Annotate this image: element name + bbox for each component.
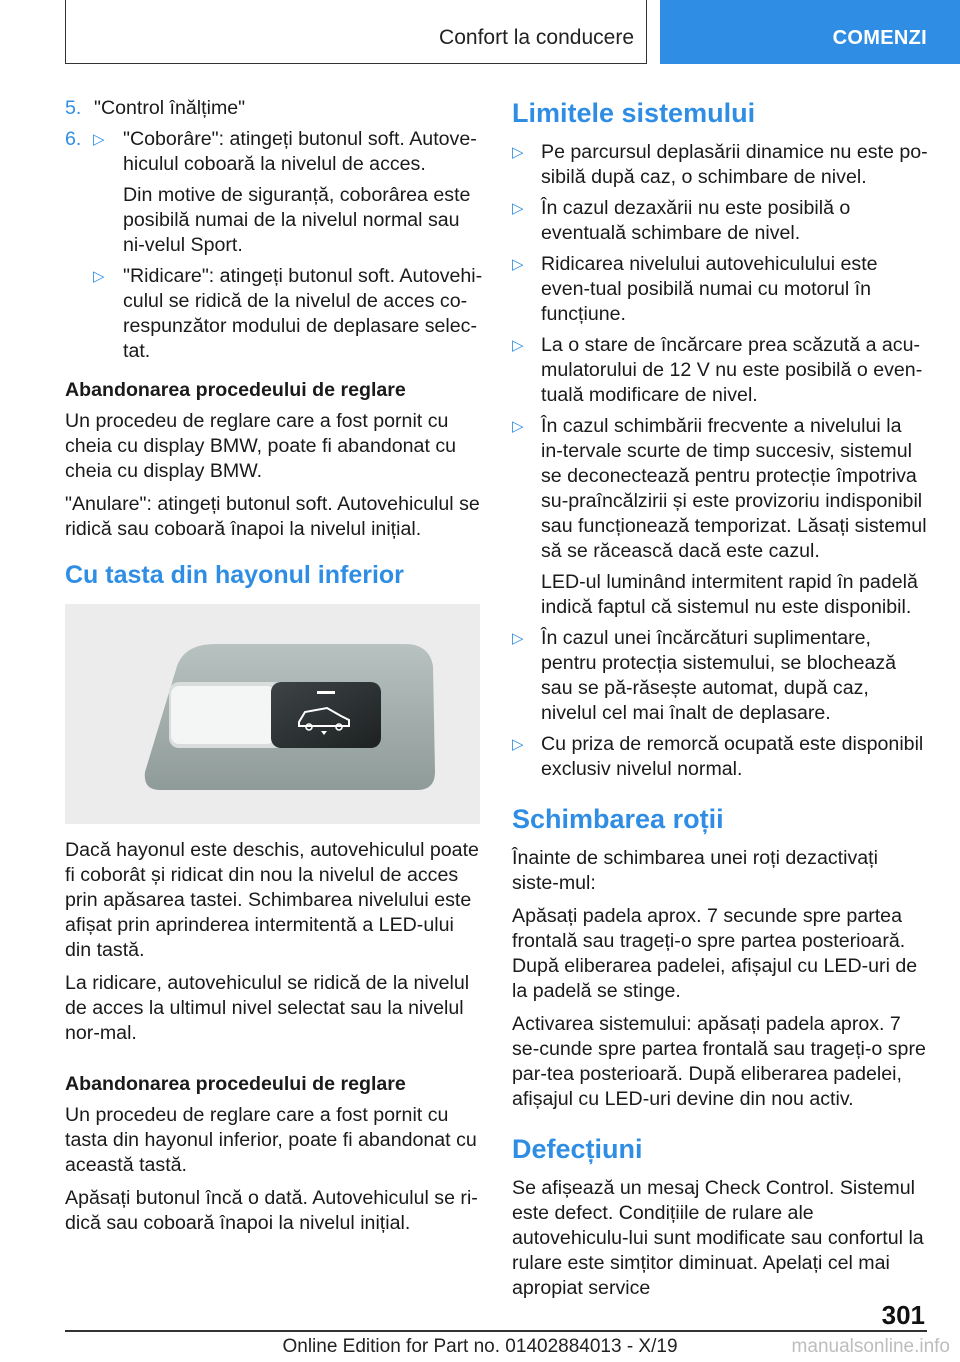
section-heading: Defecțiuni bbox=[512, 1134, 643, 1164]
list-item bbox=[512, 252, 928, 327]
paragraph: Un procedeu de reglare care a fost pornit cu cheia cu display BMW, poate fi abandonat cu cheia cu display BMW. bbox=[65, 410, 457, 482]
tailgate-button-figure bbox=[65, 604, 480, 824]
step-5 bbox=[65, 96, 483, 121]
tailgate-button-illustration bbox=[65, 604, 480, 824]
paragraph: Activarea sistemului: apăsați padela aprox. 7 se-cunde spre partea frontală sau trageți-o spre par-tea posterioară. După eliberarea padelei, afișajul cu LED-uri devine din nou activ. bbox=[512, 1013, 926, 1110]
list-item bbox=[512, 414, 928, 564]
triangle-bullet-icon: ▷ bbox=[512, 418, 524, 435]
paragraph: Se afișează un mesaj Check Control. Sistemul este defect. Condițiile de rulare ale autovehiculu-lui sunt modificate sau confortul la rulare este simțitor diminuat. Apelați cel mai apropiat service bbox=[512, 1177, 924, 1299]
paragraph: Înainte de schimbarea unei roți dezactivați siste-mul: bbox=[512, 847, 878, 894]
list-item-continuation: LED-ul luminând intermitent rapid în padelă indică faptul că sistemul nu este disponibil. bbox=[541, 571, 918, 618]
subheading: Abandonarea procedeului de reglare bbox=[65, 379, 406, 401]
subheading: Abandonarea procedeului de reglare bbox=[65, 1073, 406, 1095]
triangle-bullet-icon: ▷ bbox=[93, 131, 105, 148]
step-number: 6. bbox=[65, 128, 82, 150]
list-item-text: În cazul dezaxării nu este posibilă o eventuală schimbare de nivel. bbox=[541, 197, 851, 244]
triangle-bullet-icon: ▷ bbox=[93, 268, 105, 285]
paragraph: La ridicare, autovehiculul se ridică de la nivelul de acces la ultimul nivel selectat sau la nivelul nor-mal. bbox=[65, 972, 470, 1044]
paragraph: "Anulare": atingeți butonul soft. Autovehiculul se ridică sau coboară înapoi la nivelul inițial. bbox=[65, 493, 480, 540]
triangle-bullet-icon: ▷ bbox=[512, 256, 524, 273]
list-item-text: Ridicarea nivelului autovehiculului este even-tual posibilă numai cu motorul în funcțiune. bbox=[541, 253, 878, 325]
footer-divider bbox=[65, 1330, 927, 1332]
step-continuation: Din motive de siguranță, coborârea este posibilă numai de la nivelul normal sau ni-velul Sport. bbox=[123, 184, 471, 256]
right-column bbox=[512, 96, 928, 1309]
chapter-tab[interactable] bbox=[660, 0, 960, 64]
step-6 bbox=[65, 127, 483, 177]
step-6-bullet bbox=[65, 264, 483, 364]
list-item bbox=[512, 140, 928, 190]
paragraph: Apăsați butonul încă o dată. Autovehiculul se ri-dică sau coboară înapoi la nivelul inițial. bbox=[65, 1187, 478, 1234]
triangle-bullet-icon: ▷ bbox=[512, 337, 524, 354]
triangle-bullet-icon: ▷ bbox=[512, 736, 524, 753]
section-heading: Schimbarea roții bbox=[512, 804, 724, 834]
list-item-text: Cu priza de remorcă ocupată este disponibil exclusiv nivelul normal. bbox=[541, 733, 924, 780]
section-heading: Cu tasta din hayonul inferior bbox=[65, 561, 404, 589]
list-item-text: La o stare de încărcare prea scăzută a acu-mulatorului de 12 V nu este posibilă o even-tuală modificare de nivel. bbox=[541, 334, 923, 406]
paragraph: Un procedeu de reglare care a fost pornit cu tasta din hayonul inferior, poate fi abandonat cu această tastă. bbox=[65, 1104, 477, 1176]
triangle-bullet-icon: ▷ bbox=[512, 200, 524, 217]
list-item bbox=[512, 333, 928, 408]
page-number: 301 bbox=[881, 1300, 925, 1330]
step-text: "Coborâre": atingeți butonul soft. Autove-hiculul coboară la nivelul de acces. bbox=[123, 128, 477, 175]
left-column bbox=[65, 96, 483, 1244]
step-number: 5. bbox=[65, 97, 82, 119]
header-section-box bbox=[65, 0, 647, 64]
list-item bbox=[512, 196, 928, 246]
paragraph: Apăsați padela aprox. 7 secunde spre partea frontală sau trageți-o spre partea posterioară. După eliberarea padelei, afișajul cu LED-uri de la padelă se stinge. bbox=[512, 905, 918, 1002]
edition-text: Online Edition for Part no. 01402884013 - X/19 bbox=[282, 1336, 678, 1357]
watermark: manualsonline.info bbox=[791, 1336, 950, 1357]
list-item-text: Pe parcursul deplasării dinamice nu este po-sibilă după caz, o schimbare de nivel. bbox=[541, 141, 928, 188]
triangle-bullet-icon: ▷ bbox=[512, 630, 524, 647]
section-heading: Limitele sistemului bbox=[512, 98, 756, 128]
paragraph: Dacă hayonul este deschis, autovehiculul poate fi coborât și ridicat din nou la nivelul de acces prin apăsarea tastei. Schimbarea nivelului este afișat prin aprinderea intermitentă a LED-ului din tastă. bbox=[65, 839, 479, 961]
list-item-text: În cazul unei încărcături suplimentare, pentru protecția sistemului, se blochează sau se pă-răsește automat, după caz, nivelul cel mai înalt de deplasare. bbox=[541, 627, 897, 724]
step-text: "Ridicare": atingeți butonul soft. Autovehi-culul se ridică de la nivelul de acces co-respunzător modului de deplasare selec-tat. bbox=[123, 265, 483, 362]
chapter-title: COMENZI bbox=[832, 27, 927, 49]
step-text: "Control înălțime" bbox=[94, 97, 246, 119]
list-item bbox=[512, 626, 928, 726]
list-item bbox=[512, 732, 928, 782]
triangle-bullet-icon: ▷ bbox=[512, 144, 524, 161]
list-item-text: În cazul schimbării frecvente a nivelului la in-tervale scurte de timp succesiv, sistemul se deconectează pentru protecție împotriva su-praîncălzirii și este provizoriu indisponibil sau funcționează temporizat. Lăsați sistemul să se răcească dacă este cazul. bbox=[541, 415, 927, 562]
section-title: Confort la conducere bbox=[439, 26, 634, 49]
